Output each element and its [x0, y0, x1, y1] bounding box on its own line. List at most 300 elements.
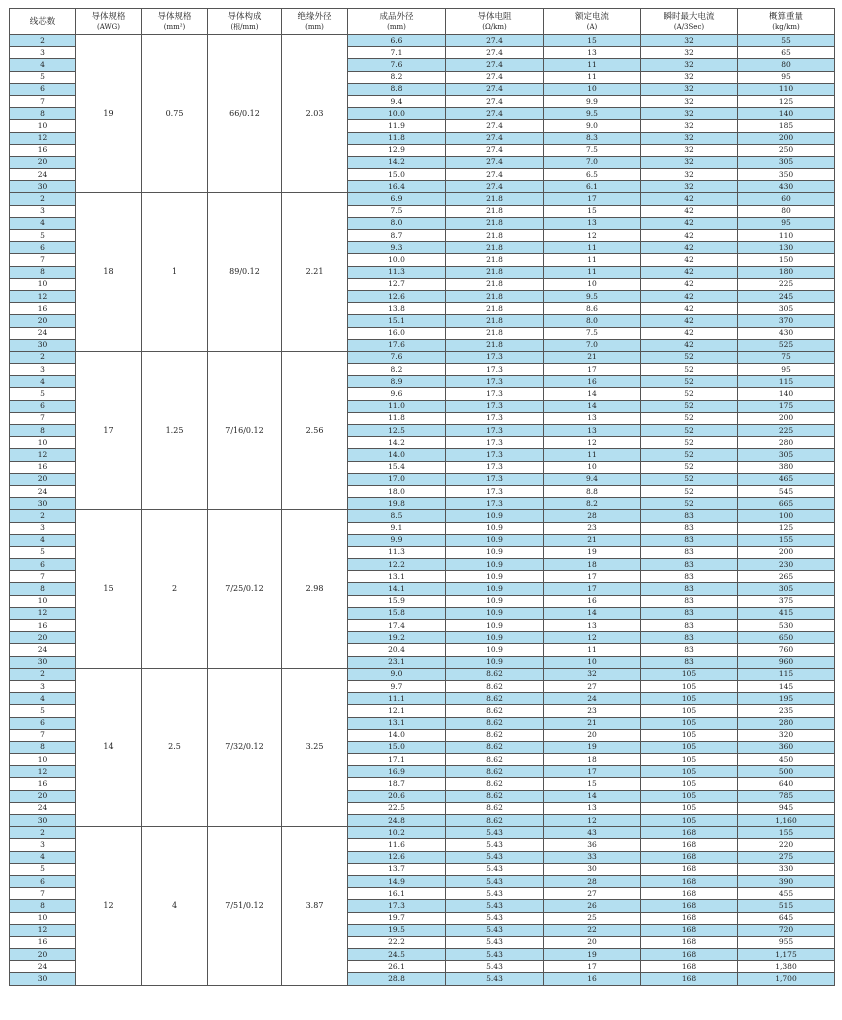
cell-resistance: 17.3 — [446, 351, 544, 363]
cell-resistance: 5.43 — [446, 973, 544, 985]
cell-cable-od: 17.6 — [348, 339, 446, 351]
cell-peak-current: 168 — [641, 949, 738, 961]
cell-peak-current: 168 — [641, 839, 738, 851]
cell-peak-current: 42 — [641, 290, 738, 302]
cell-peak-current: 52 — [641, 449, 738, 461]
cell-peak-current: 168 — [641, 863, 738, 875]
cell-rated-current: 7.0 — [544, 339, 641, 351]
cell-awg: 12 — [76, 827, 142, 985]
cell-cores: 16 — [10, 620, 76, 632]
cell-cores: 20 — [10, 949, 76, 961]
cell-resistance: 10.9 — [446, 644, 544, 656]
header-peak-current-unit: (A/3Sec) — [673, 22, 705, 31]
cell-cable-od: 8.0 — [348, 217, 446, 229]
cell-weight: 110 — [738, 230, 835, 242]
cell-cable-od: 9.3 — [348, 242, 446, 254]
cell-cores: 2 — [10, 351, 76, 363]
cell-peak-current: 105 — [641, 705, 738, 717]
cell-resistance: 17.3 — [446, 485, 544, 497]
cell-resistance: 5.43 — [446, 888, 544, 900]
cell-peak-current: 52 — [641, 364, 738, 376]
cell-weight: 350 — [738, 169, 835, 181]
cell-rated-current: 21 — [544, 534, 641, 546]
cell-weight: 80 — [738, 59, 835, 71]
cell-resistance: 17.3 — [446, 388, 544, 400]
cell-cable-od: 11.8 — [348, 132, 446, 144]
cell-rated-current: 8.2 — [544, 498, 641, 510]
cell-rated-current: 11 — [544, 254, 641, 266]
cell-cable-od: 14.0 — [348, 729, 446, 741]
cell-resistance: 10.9 — [446, 632, 544, 644]
cell-peak-current: 52 — [641, 425, 738, 437]
cell-cores: 12 — [10, 132, 76, 144]
cell-cable-od: 6.6 — [348, 35, 446, 47]
cell-peak-current: 105 — [641, 754, 738, 766]
cell-cores: 7 — [10, 254, 76, 266]
cell-cores: 4 — [10, 59, 76, 71]
cell-weight: 360 — [738, 741, 835, 753]
cell-resistance: 10.9 — [446, 522, 544, 534]
cell-cable-od: 17.4 — [348, 620, 446, 632]
cell-cable-od: 16.4 — [348, 181, 446, 193]
cell-peak-current: 52 — [641, 498, 738, 510]
cell-cores: 30 — [10, 815, 76, 827]
cell-weight: 450 — [738, 754, 835, 766]
cell-peak-current: 83 — [641, 546, 738, 558]
cell-peak-current: 32 — [641, 144, 738, 156]
header-insulation-od — [282, 9, 348, 35]
cell-weight: 430 — [738, 327, 835, 339]
cell-insulation-od: 3.25 — [282, 668, 348, 826]
cell-peak-current: 83 — [641, 644, 738, 656]
cell-cores: 4 — [10, 851, 76, 863]
cell-peak-current: 105 — [641, 778, 738, 790]
cell-cores: 6 — [10, 875, 76, 887]
header-cable-od-label: 成品外径 — [379, 11, 414, 22]
cell-rated-current: 11 — [544, 266, 641, 278]
cell-cable-od: 19.5 — [348, 924, 446, 936]
cell-peak-current: 83 — [641, 656, 738, 668]
cell-weight: 455 — [738, 888, 835, 900]
cell-cores: 4 — [10, 534, 76, 546]
cell-mm2: 2.5 — [142, 668, 208, 826]
cell-weight: 545 — [738, 485, 835, 497]
cell-cable-od: 23.1 — [348, 656, 446, 668]
cell-rated-current: 8.8 — [544, 485, 641, 497]
cell-resistance: 10.9 — [446, 607, 544, 619]
cell-cable-od: 7.6 — [348, 59, 446, 71]
cell-rated-current: 17 — [544, 364, 641, 376]
cell-peak-current: 52 — [641, 400, 738, 412]
cell-cores: 4 — [10, 693, 76, 705]
cell-cores: 6 — [10, 242, 76, 254]
cell-cores: 10 — [10, 278, 76, 290]
header-rated-current-unit: (A) — [586, 22, 598, 31]
cell-weight: 200 — [738, 132, 835, 144]
cell-resistance: 8.62 — [446, 668, 544, 680]
cell-weight: 115 — [738, 668, 835, 680]
cell-cable-od: 8.9 — [348, 376, 446, 388]
cell-peak-current: 105 — [641, 693, 738, 705]
cell-cable-od: 12.5 — [348, 425, 446, 437]
cell-resistance: 8.62 — [446, 766, 544, 778]
cell-cable-od: 17.0 — [348, 473, 446, 485]
cell-cable-od: 11.6 — [348, 839, 446, 851]
cell-resistance: 10.9 — [446, 595, 544, 607]
cell-cable-od: 12.9 — [348, 144, 446, 156]
cell-insulation-od: 2.21 — [282, 193, 348, 351]
cell-cores: 8 — [10, 266, 76, 278]
cell-peak-current: 52 — [641, 473, 738, 485]
cell-cable-od: 8.2 — [348, 71, 446, 83]
cell-cores: 3 — [10, 680, 76, 692]
cell-resistance: 10.9 — [446, 583, 544, 595]
cell-weight: 195 — [738, 693, 835, 705]
cell-construction: 7/16/0.12 — [208, 351, 282, 509]
cell-rated-current: 20 — [544, 729, 641, 741]
header-weight — [738, 9, 835, 35]
cell-resistance: 27.4 — [446, 47, 544, 59]
cell-rated-current: 22 — [544, 924, 641, 936]
cell-weight: 60 — [738, 193, 835, 205]
cell-weight: 130 — [738, 242, 835, 254]
cell-cores: 30 — [10, 498, 76, 510]
cell-cable-od: 24.8 — [348, 815, 446, 827]
cell-weight: 430 — [738, 181, 835, 193]
cell-rated-current: 24 — [544, 693, 641, 705]
cell-peak-current: 83 — [641, 583, 738, 595]
cell-peak-current: 83 — [641, 595, 738, 607]
cell-resistance: 5.43 — [446, 851, 544, 863]
cell-cable-od: 10.0 — [348, 108, 446, 120]
cell-peak-current: 32 — [641, 120, 738, 132]
cell-peak-current: 83 — [641, 607, 738, 619]
cell-cores: 7 — [10, 888, 76, 900]
cell-rated-current: 13 — [544, 217, 641, 229]
cell-weight: 320 — [738, 729, 835, 741]
cell-rated-current: 10 — [544, 83, 641, 95]
cell-peak-current: 32 — [641, 108, 738, 120]
cell-cores: 3 — [10, 47, 76, 59]
cell-resistance: 21.8 — [446, 205, 544, 217]
cell-weight: 200 — [738, 546, 835, 558]
cell-cores: 2 — [10, 510, 76, 522]
cell-weight: 140 — [738, 388, 835, 400]
cell-rated-current: 17 — [544, 583, 641, 595]
cell-peak-current: 52 — [641, 485, 738, 497]
cell-cores: 3 — [10, 205, 76, 217]
cell-cores: 8 — [10, 583, 76, 595]
cell-cable-od: 20.4 — [348, 644, 446, 656]
cell-rated-current: 32 — [544, 668, 641, 680]
cell-resistance: 21.8 — [446, 230, 544, 242]
cell-resistance: 27.4 — [446, 132, 544, 144]
cell-cable-od: 14.2 — [348, 156, 446, 168]
cell-rated-current: 13 — [544, 802, 641, 814]
cell-rated-current: 9.0 — [544, 120, 641, 132]
cell-cable-od: 16.1 — [348, 888, 446, 900]
cell-mm2: 1 — [142, 193, 208, 351]
cell-resistance: 21.8 — [446, 290, 544, 302]
cell-peak-current: 105 — [641, 668, 738, 680]
cell-weight: 155 — [738, 534, 835, 546]
cell-peak-current: 42 — [641, 266, 738, 278]
cell-insulation-od: 3.87 — [282, 827, 348, 985]
header-weight-label: 概算重量 — [768, 11, 803, 22]
cell-mm2: 0.75 — [142, 35, 208, 193]
cell-cores: 20 — [10, 156, 76, 168]
cell-resistance: 27.4 — [446, 144, 544, 156]
cable-spec-sheet — [9, 8, 834, 986]
cell-cable-od: 15.9 — [348, 595, 446, 607]
cell-cores: 3 — [10, 364, 76, 376]
cell-cable-od: 15.8 — [348, 607, 446, 619]
cell-insulation-od: 2.56 — [282, 351, 348, 509]
cell-cable-od: 8.5 — [348, 510, 446, 522]
cell-weight: 180 — [738, 266, 835, 278]
cell-resistance: 8.62 — [446, 680, 544, 692]
cell-resistance: 8.62 — [446, 754, 544, 766]
cell-rated-current: 14 — [544, 790, 641, 802]
cell-resistance: 21.8 — [446, 266, 544, 278]
cell-weight: 720 — [738, 924, 835, 936]
cell-rated-current: 9.5 — [544, 290, 641, 302]
cell-construction: 89/0.12 — [208, 193, 282, 351]
header-construction-unit: (根/mm) — [230, 22, 259, 31]
table-row — [10, 193, 835, 205]
cell-rated-current: 12 — [544, 437, 641, 449]
cell-cores: 24 — [10, 327, 76, 339]
cell-cable-od: 26.1 — [348, 961, 446, 973]
cell-cores: 5 — [10, 546, 76, 558]
cell-cable-od: 11.8 — [348, 412, 446, 424]
cell-rated-current: 13 — [544, 425, 641, 437]
cell-weight: 55 — [738, 35, 835, 47]
cell-cable-od: 13.7 — [348, 863, 446, 875]
cell-peak-current: 168 — [641, 912, 738, 924]
cell-resistance: 17.3 — [446, 364, 544, 376]
header-mm2 — [142, 9, 208, 35]
cell-resistance: 21.8 — [446, 327, 544, 339]
cell-rated-current: 15 — [544, 778, 641, 790]
cell-peak-current: 32 — [641, 132, 738, 144]
cell-peak-current: 32 — [641, 47, 738, 59]
cell-peak-current: 168 — [641, 875, 738, 887]
cell-rated-current: 12 — [544, 230, 641, 242]
cell-weight: 280 — [738, 437, 835, 449]
cell-peak-current: 105 — [641, 741, 738, 753]
cell-weight: 110 — [738, 83, 835, 95]
cell-resistance: 10.9 — [446, 656, 544, 668]
cell-cable-od: 12.7 — [348, 278, 446, 290]
cell-rated-current: 19 — [544, 546, 641, 558]
header-cable-od-unit: (mm) — [387, 22, 406, 31]
cell-cable-od: 17.1 — [348, 754, 446, 766]
cell-cores: 30 — [10, 181, 76, 193]
cell-peak-current: 42 — [641, 303, 738, 315]
cell-peak-current: 83 — [641, 534, 738, 546]
cell-cores: 8 — [10, 741, 76, 753]
cell-cable-od: 15.4 — [348, 461, 446, 473]
header-construction-label: 导体构成 — [227, 11, 262, 22]
cell-peak-current: 52 — [641, 351, 738, 363]
cell-cores: 20 — [10, 473, 76, 485]
cell-rated-current: 16 — [544, 376, 641, 388]
cell-cores: 30 — [10, 656, 76, 668]
cell-cable-od: 9.0 — [348, 668, 446, 680]
cell-cable-od: 7.5 — [348, 205, 446, 217]
cell-weight: 785 — [738, 790, 835, 802]
cell-cores: 8 — [10, 900, 76, 912]
cell-cores: 5 — [10, 230, 76, 242]
cell-cable-od: 14.2 — [348, 437, 446, 449]
cell-peak-current: 105 — [641, 729, 738, 741]
cell-cores: 12 — [10, 607, 76, 619]
cell-peak-current: 52 — [641, 461, 738, 473]
cell-peak-current: 168 — [641, 888, 738, 900]
cell-weight: 100 — [738, 510, 835, 522]
cell-rated-current: 10 — [544, 278, 641, 290]
cell-resistance: 10.9 — [446, 620, 544, 632]
cell-resistance: 21.8 — [446, 193, 544, 205]
cell-cable-od: 14.0 — [348, 449, 446, 461]
cell-peak-current: 168 — [641, 851, 738, 863]
cell-awg: 18 — [76, 193, 142, 351]
cell-peak-current: 42 — [641, 339, 738, 351]
cell-peak-current: 42 — [641, 254, 738, 266]
cell-weight: 125 — [738, 522, 835, 534]
cell-resistance: 8.62 — [446, 705, 544, 717]
cell-weight: 645 — [738, 912, 835, 924]
cell-resistance: 17.3 — [446, 376, 544, 388]
cell-rated-current: 36 — [544, 839, 641, 851]
cell-resistance: 5.43 — [446, 936, 544, 948]
table-row — [10, 35, 835, 47]
cell-weight: 370 — [738, 315, 835, 327]
cell-weight: 245 — [738, 290, 835, 302]
cell-weight: 230 — [738, 559, 835, 571]
cell-rated-current: 19 — [544, 949, 641, 961]
cell-resistance: 5.43 — [446, 924, 544, 936]
cell-cores: 30 — [10, 973, 76, 985]
cell-resistance: 21.8 — [446, 303, 544, 315]
cell-weight: 145 — [738, 680, 835, 692]
cell-resistance: 21.8 — [446, 217, 544, 229]
cell-weight: 530 — [738, 620, 835, 632]
cell-resistance: 17.3 — [446, 498, 544, 510]
cell-cores: 16 — [10, 303, 76, 315]
cell-rated-current: 10 — [544, 656, 641, 668]
header-peak-current — [641, 9, 738, 35]
cell-rated-current: 12 — [544, 815, 641, 827]
cell-peak-current: 168 — [641, 827, 738, 839]
cell-weight: 280 — [738, 717, 835, 729]
cell-cores: 2 — [10, 668, 76, 680]
cell-cable-od: 18.7 — [348, 778, 446, 790]
cell-rated-current: 11 — [544, 242, 641, 254]
cell-weight: 275 — [738, 851, 835, 863]
cell-rated-current: 14 — [544, 400, 641, 412]
cell-cores: 6 — [10, 400, 76, 412]
cell-cable-od: 10.0 — [348, 254, 446, 266]
cell-peak-current: 42 — [641, 315, 738, 327]
cell-weight: 75 — [738, 351, 835, 363]
cell-cable-od: 19.8 — [348, 498, 446, 510]
cell-rated-current: 7.0 — [544, 156, 641, 168]
cell-cable-od: 11.0 — [348, 400, 446, 412]
cell-weight: 200 — [738, 412, 835, 424]
cell-peak-current: 32 — [641, 35, 738, 47]
cell-cores: 2 — [10, 35, 76, 47]
cell-rated-current: 9.5 — [544, 108, 641, 120]
cell-peak-current: 83 — [641, 620, 738, 632]
cell-rated-current: 14 — [544, 607, 641, 619]
cell-cable-od: 8.2 — [348, 364, 446, 376]
cell-mm2: 2 — [142, 510, 208, 668]
cell-weight: 945 — [738, 802, 835, 814]
cell-cores: 7 — [10, 571, 76, 583]
cell-cores: 4 — [10, 376, 76, 388]
cell-cores: 2 — [10, 193, 76, 205]
cell-weight: 235 — [738, 705, 835, 717]
cell-peak-current: 105 — [641, 717, 738, 729]
cell-rated-current: 15 — [544, 35, 641, 47]
cell-cores: 8 — [10, 425, 76, 437]
cell-peak-current: 42 — [641, 193, 738, 205]
cell-rated-current: 13 — [544, 620, 641, 632]
cell-rated-current: 8.0 — [544, 315, 641, 327]
cell-insulation-od: 2.03 — [282, 35, 348, 193]
cell-resistance: 8.62 — [446, 790, 544, 802]
cell-rated-current: 23 — [544, 522, 641, 534]
header-row — [10, 9, 835, 35]
cell-cores: 20 — [10, 315, 76, 327]
cell-cable-od: 11.9 — [348, 120, 446, 132]
cell-peak-current: 83 — [641, 510, 738, 522]
cell-weight: 225 — [738, 278, 835, 290]
cell-cores: 8 — [10, 108, 76, 120]
cell-cores: 6 — [10, 83, 76, 95]
cell-cable-od: 12.1 — [348, 705, 446, 717]
cell-weight: 265 — [738, 571, 835, 583]
cell-cable-od: 14.1 — [348, 583, 446, 595]
cell-resistance: 5.43 — [446, 875, 544, 887]
cell-peak-current: 32 — [641, 59, 738, 71]
cell-rated-current: 30 — [544, 863, 641, 875]
cell-rated-current: 11 — [544, 644, 641, 656]
cell-rated-current: 6.1 — [544, 181, 641, 193]
cell-weight: 380 — [738, 461, 835, 473]
header-peak-current-label: 瞬时最大电流 — [663, 11, 715, 22]
cell-peak-current: 32 — [641, 95, 738, 107]
cell-rated-current: 19 — [544, 741, 641, 753]
cell-awg: 15 — [76, 510, 142, 668]
cell-cores: 7 — [10, 729, 76, 741]
cell-cable-od: 9.1 — [348, 522, 446, 534]
cell-peak-current: 105 — [641, 680, 738, 692]
header-construction — [208, 9, 282, 35]
cell-cores: 5 — [10, 71, 76, 83]
cell-weight: 175 — [738, 400, 835, 412]
cell-weight: 1,700 — [738, 973, 835, 985]
cell-cable-od: 22.2 — [348, 936, 446, 948]
cell-cores: 7 — [10, 412, 76, 424]
cell-resistance: 10.9 — [446, 510, 544, 522]
cell-weight: 640 — [738, 778, 835, 790]
cell-resistance: 8.62 — [446, 729, 544, 741]
header-rated-current — [544, 9, 641, 35]
cell-insulation-od: 2.98 — [282, 510, 348, 668]
